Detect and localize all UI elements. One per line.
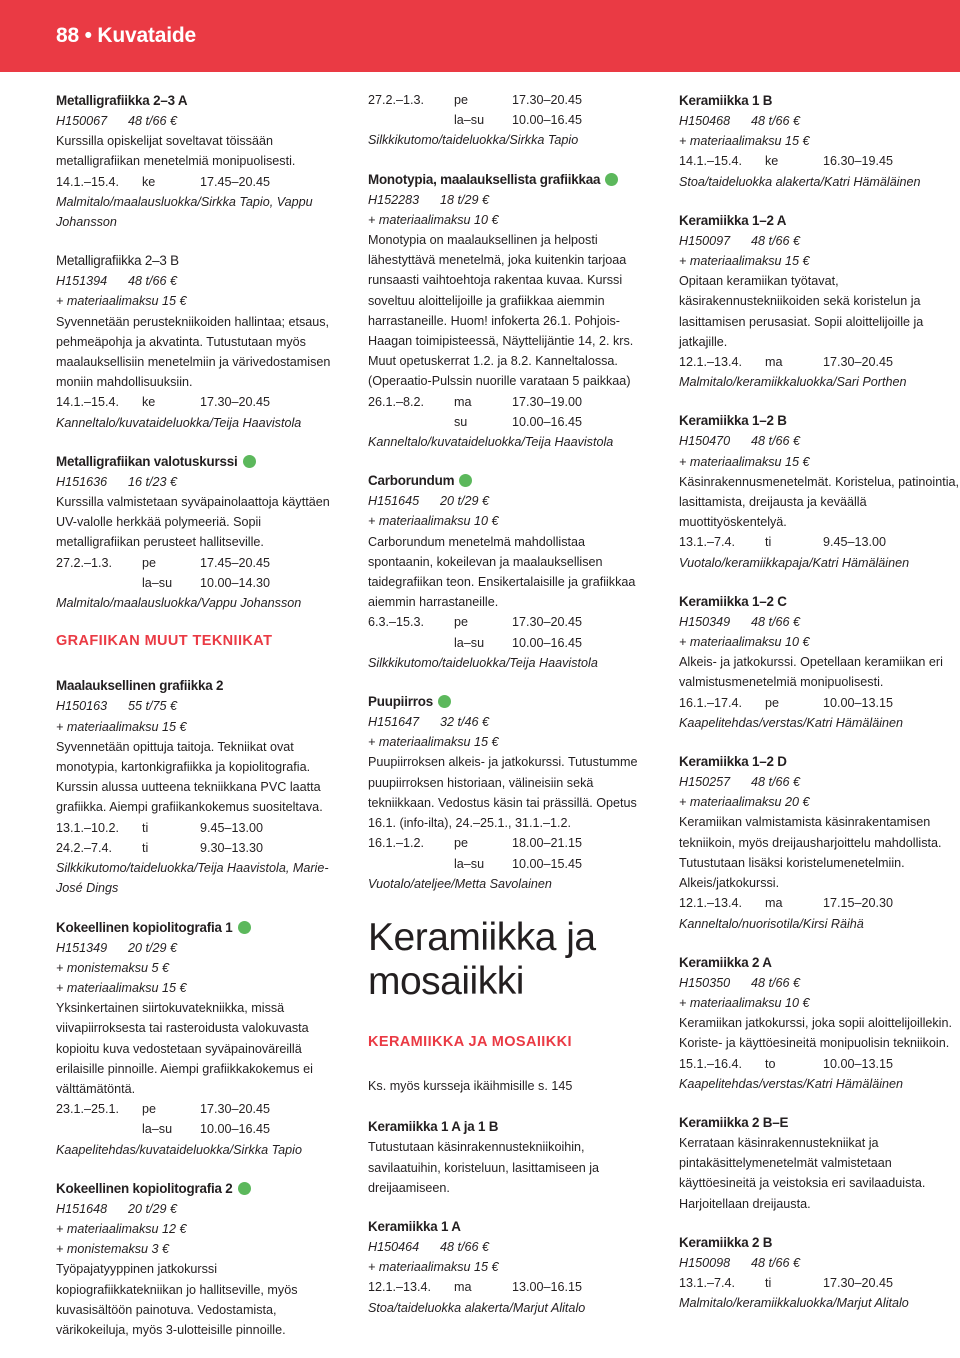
course-description: Puupiirroksen alkeis- ja jatkokurssi. Tutustumme puupiirroksen historiaan, välineisiin sekä tekniikkaan. Vedostus käsin tai prässillä. Opetus 16.1. (info-ilta), 24.–25.1., 31.1.–1.2. — [368, 755, 638, 831]
schedule-time: 17.30–20.45 — [512, 615, 583, 630]
schedule-dates: 16.1.–17.4. — [679, 695, 743, 710]
extra-fee: + materiaalimaksu 15 € — [679, 454, 810, 469]
course-title — [368, 470, 651, 491]
schedule-row — [679, 532, 960, 552]
course-code-row — [56, 1199, 339, 1219]
course-entry — [679, 90, 960, 192]
schedule-time: 10.00–16.45 — [512, 113, 583, 128]
schedule-time: 9.30–13.30 — [200, 840, 264, 855]
schedule-dates: 12.1.–13.4. — [368, 1280, 432, 1295]
course-title — [56, 90, 339, 111]
schedule-day: pe — [765, 695, 780, 710]
schedule-row — [56, 838, 339, 858]
course-venue: Malmitalo/keramiikkaluokka/Marjut Alitalo — [679, 1296, 909, 1311]
course-venue: Kanneltalo/nuorisotila/Kirsi Räihä — [679, 916, 864, 931]
schedule-row — [368, 833, 651, 853]
course-fee: 20 t/29 € — [128, 940, 178, 955]
extra-fee: + materiaalimaksu 10 € — [679, 635, 810, 650]
course-fee: 48 t/66 € — [751, 614, 801, 629]
schedule-dates: 16.1.–1.2. — [368, 836, 425, 851]
course-entry — [679, 410, 960, 572]
schedule-row — [679, 151, 960, 171]
course-title — [679, 410, 960, 431]
course-code: H150468 — [679, 114, 731, 128]
schedule-dates: 15.1.–16.4. — [679, 1056, 743, 1071]
schedule-time: 13.00–16.15 — [512, 1280, 583, 1295]
schedule-day: ma — [765, 355, 783, 370]
beginner-dot-icon — [438, 695, 451, 708]
course-fee: 16 t/23 € — [128, 474, 178, 489]
schedule-day: la–su — [454, 856, 485, 871]
course-title-text: Keramiikka 2 B–E — [679, 1114, 789, 1130]
course-code-row — [56, 271, 339, 291]
course-entry — [56, 451, 339, 613]
course-code: H150257 — [679, 775, 731, 790]
schedule-dates: 27.2.–1.3. — [368, 93, 425, 107]
schedule-dates: 13.1.–7.4. — [679, 535, 736, 550]
schedule-time: 10.00–16.45 — [512, 414, 583, 429]
course-fee: 48 t/66 € — [751, 233, 801, 248]
course-code: H151394 — [56, 274, 108, 289]
extra-fee: + materiaalimaksu 15 € — [368, 1260, 499, 1275]
course-description: Monotypia on maalauksellinen ja helposti lähestyttävä menetelmä, joka kuitenkin tarjoaa runsaasti vaihtoehtoja rakentaa kuvaa. Kurssi soveltuu aloittelijoille ja grafiikkaa aiemmin harrastaneille. Huom! infokerta 26.1. Pohjois-Haagan toimipisteessä, Näyttelijäntie 14, 2. krs. Muut opetuskerrat 1.2. ja 8.2. Kanneltalossa. (Operaatio-Pulssin nuorille varataan 5 paikkaa) — [368, 233, 634, 389]
schedule-row — [56, 818, 339, 838]
course-title — [679, 952, 960, 973]
course-title — [368, 1216, 651, 1237]
schedule-row — [56, 573, 339, 593]
course-title — [679, 90, 960, 111]
extra-fee: + materiaalimaksu 15 € — [56, 294, 187, 309]
schedule-row — [368, 1277, 651, 1297]
schedule-row — [679, 893, 960, 913]
extra-fee: + monistemaksu 5 € — [56, 960, 170, 975]
schedule-dates: 12.1.–13.4. — [679, 896, 743, 911]
course-title — [56, 917, 339, 938]
course-code: H150097 — [679, 233, 731, 248]
course-entry — [56, 250, 339, 433]
course-fee: 20 t/29 € — [440, 494, 490, 509]
extra-fee: + materiaalimaksu 15 € — [56, 980, 187, 995]
course-title-text: Keramiikka 1 A ja 1 B — [368, 1119, 499, 1135]
course-code: H150470 — [679, 434, 731, 449]
extra-fee: + materiaalimaksu 15 € — [56, 719, 187, 734]
schedule-row — [368, 392, 651, 412]
schedule-row — [56, 172, 339, 192]
schedule-day: pe — [142, 1102, 157, 1117]
schedule-row — [368, 412, 651, 432]
course-code-row — [368, 491, 651, 511]
schedule-time: 10.00–13.15 — [823, 1056, 894, 1071]
schedule-row — [679, 352, 960, 372]
section-heading: GRAFIIKAN MUUT TEKNIIKAT — [56, 633, 273, 650]
course-title-text: Metalligrafiikka 2–3 A — [56, 93, 188, 108]
course-venue: Stoa/taideluokka alakerta/Katri Hämäläinen — [679, 174, 921, 189]
beginner-dot-icon — [605, 173, 618, 186]
course-code: H152283 — [368, 192, 420, 207]
course-code: H150098 — [679, 1255, 731, 1270]
course-title — [56, 451, 339, 472]
schedule-day: pe — [454, 836, 469, 851]
course-title-text: Kokeellinen kopiolitografia 2 — [56, 1180, 233, 1196]
course-code: H150349 — [679, 614, 731, 629]
course-title — [679, 1112, 960, 1133]
extra-fee: + materiaalimaksu 10 € — [368, 212, 499, 227]
schedule-row — [679, 1273, 960, 1293]
course-code: H150163 — [56, 699, 108, 714]
course-title-text: Metalligrafiikan valotuskurssi — [56, 453, 238, 469]
schedule-day: ke — [142, 395, 156, 410]
course-title-text: Maalauksellinen grafiikka 2 — [56, 678, 224, 694]
course-entry — [368, 691, 651, 894]
schedule-time: 10.00–13.15 — [823, 695, 894, 710]
course-title-text: Carborundum — [368, 473, 455, 489]
schedule-time: 17.45–20.45 — [200, 174, 271, 189]
course-code: H151349 — [56, 940, 108, 955]
course-code: H151645 — [368, 494, 420, 509]
course-entry — [56, 675, 339, 898]
course-venue: Malmitalo/keramiikkaluokka/Sari Porthen — [679, 375, 907, 390]
column-1 — [56, 90, 339, 1358]
course-venue: Kaapelitehdas/kuvataideluokka/Sirkka Tapio — [56, 1142, 302, 1157]
course-fee: 55 t/75 € — [128, 699, 178, 714]
course-title — [679, 751, 960, 772]
page-header-bar — [0, 0, 960, 72]
schedule-dates: 13.1.–7.4. — [679, 1275, 736, 1290]
course-description: Syvennetään perustekniikoiden hallintaa; etsaus, pehmeäpohja ja akvatinta. Tutustutaan myös maalauksellisiin menetelmiin ja värivedostamisen moniin mahdollisuuksiin. — [56, 314, 331, 390]
course-code-row — [56, 111, 339, 131]
course-venue: Silkkikutomo/taideluokka/Teija Haavistola, Marie-José Dings — [56, 861, 329, 896]
course-code: H151636 — [56, 474, 108, 489]
schedule-day: la–su — [454, 113, 485, 128]
course-entry — [368, 470, 651, 673]
course-venue: Kanneltalo/kuvataideluokka/Teija Haavistola — [56, 415, 302, 430]
beginner-dot-icon — [238, 1182, 251, 1195]
cross-reference-note: Ks. myös kursseja ikäihmisille s. 145 — [368, 1079, 573, 1094]
course-title — [56, 250, 339, 271]
schedule-dates — [368, 110, 454, 130]
course-title-text: Keramiikka 1–2 B — [679, 413, 787, 429]
course-title-text: Keramiikka 2 B — [679, 1234, 773, 1250]
course-code: H151647 — [368, 715, 420, 730]
course-entry — [679, 1232, 960, 1314]
course-title — [679, 1232, 960, 1253]
schedule-row — [368, 854, 651, 874]
schedule-dates: 12.1.–13.4. — [679, 355, 743, 370]
schedule-dates — [368, 633, 454, 653]
schedule-dates: 26.1.–8.2. — [368, 394, 425, 409]
course-entry — [368, 1216, 651, 1318]
course-venue: Silkkikutomo/taideluokka/Sirkka Tapio — [368, 133, 579, 148]
schedule-row — [368, 110, 651, 130]
course-code: H150464 — [368, 1239, 420, 1254]
course-fee: 48 t/66 € — [751, 1255, 801, 1270]
course-venue: Kaapelitehdas/verstas/Katri Hämäläinen — [679, 715, 904, 730]
course-entry — [679, 751, 960, 934]
course-description: Kurssilla opiskelijat soveltavat töissään metalligrafiikan menetelmiä monipuolisesti. — [56, 134, 296, 169]
course-venue: Silkkikutomo/taideluokka/Teija Haavistola — [368, 655, 598, 670]
course-entry — [368, 1116, 651, 1198]
schedule-day: su — [454, 414, 468, 429]
course-entry — [56, 90, 339, 232]
course-title-text: Keramiikka 1–2 C — [679, 593, 787, 609]
course-code-row — [679, 431, 960, 451]
schedule-time: 17.30–20.45 — [512, 93, 583, 107]
schedule-time: 16.30–19.45 — [823, 154, 894, 169]
schedule-time: 17.30–19.00 — [512, 394, 583, 409]
course-description: Kerrataan käsinrakennustekniikat ja pintakäsittelymenetelmät valmistetaan käyttöesineitä ja veistoksia eri savilaaduista. Harjoitellaan dreijausta. — [679, 1135, 926, 1211]
schedule-time: 9.45–13.00 — [200, 820, 264, 835]
schedule-time: 17.30–20.45 — [200, 395, 271, 410]
course-entry — [368, 169, 651, 453]
schedule-day: la–su — [142, 1122, 173, 1137]
extra-fee: + materiaalimaksu 10 € — [679, 995, 810, 1010]
course-description: Opitaan keramiikan työtavat, käsirakennustekniikoiden sekä koristelun ja lasittamisen perusasiat. Sopii aloittelijoille ja jatkajille. — [679, 274, 924, 349]
course-title — [679, 591, 960, 612]
beginner-dot-icon — [238, 921, 251, 934]
course-entry — [368, 90, 651, 151]
course-venue: Vuotalo/ateljee/Metta Savolainen — [368, 876, 552, 891]
course-code-row — [368, 1237, 651, 1257]
course-title — [368, 1116, 651, 1137]
course-title-text: Keramiikka 1–2 D — [679, 754, 787, 770]
extra-fee: + monistemaksu 3 € — [56, 1242, 170, 1257]
course-venue: Malmitalo/maalausluokka/Vappu Johansson — [56, 596, 302, 611]
course-title-text: Keramiikka 1–2 A — [679, 212, 787, 228]
course-code-row — [679, 973, 960, 993]
schedule-time: 10.00–16.45 — [200, 1122, 271, 1137]
course-description: Keramiikan valmistamista käsinrakentamisen tekniikoin, myös dreijausharjoittelu mahdollista. Tutustutaan lisäksi koristelumenetelmiin. Alkeis/jatkokurssi. — [679, 815, 942, 891]
course-title-text: Monotypia, maalauksellista grafiikkaa — [368, 171, 601, 187]
schedule-day: pe — [454, 93, 469, 107]
course-fee: 48 t/66 € — [751, 975, 801, 990]
course-entry — [56, 1178, 339, 1340]
course-code-row — [56, 938, 339, 958]
course-code-row — [679, 1253, 960, 1273]
course-title — [679, 210, 960, 231]
schedule-day: ma — [765, 896, 783, 911]
course-title-text: Keramiikka 2 A — [679, 954, 772, 970]
course-title-text: Keramiikka 1 B — [679, 93, 773, 108]
course-venue: Kanneltalo/kuvataideluokka/Teija Haavistola — [368, 435, 614, 450]
course-fee: 18 t/29 € — [440, 192, 490, 207]
course-title — [56, 675, 339, 696]
course-title-text: Puupiirros — [368, 694, 433, 710]
extra-fee: + materiaalimaksu 10 € — [368, 514, 499, 529]
course-description: Käsinrakennusmenetelmät. Koristelua, patinointia, lasittamista, dreijausta ja keväällä muottityöskentelyä. — [679, 474, 960, 530]
schedule-dates: 23.1.–25.1. — [56, 1102, 120, 1117]
schedule-row — [56, 1119, 339, 1139]
course-code: H151648 — [56, 1201, 108, 1216]
beginner-dot-icon — [459, 474, 472, 487]
course-description: Kurssilla valmistetaan syväpainolaattoja käyttäen UV-valolle herkkää polymeeriä. Sopii metalligrafiikan perusteet hallitseville. — [56, 495, 330, 550]
course-code-row — [368, 712, 651, 732]
schedule-day: ma — [454, 394, 472, 409]
schedule-time: 17.30–20.45 — [823, 355, 894, 370]
course-code-row — [368, 190, 651, 210]
schedule-dates: 14.1.–15.4. — [56, 174, 120, 189]
course-fee: 48 t/66 € — [751, 114, 801, 128]
schedule-day: ti — [142, 820, 149, 835]
schedule-dates — [368, 412, 454, 432]
course-title — [56, 1178, 339, 1199]
course-title-text: Kokeellinen kopiolitografia 1 — [56, 919, 233, 935]
course-entry — [679, 210, 960, 393]
extra-fee: + materiaalimaksu 12 € — [56, 1221, 187, 1236]
beginner-dot-icon — [243, 455, 256, 468]
schedule-dates: 27.2.–1.3. — [56, 555, 113, 570]
course-description: Työpajatyyppinen jatkokurssi kopiografiikkatekniikan jo hallitseville, myös kuvasisältöön painotuva. Vedostamista, värikokeiluja, myös 3-ulotteisille pinnoille. — [56, 1262, 298, 1337]
course-title — [368, 169, 651, 190]
course-fee: 48 t/66 € — [128, 274, 178, 289]
schedule-day: la–su — [142, 575, 173, 590]
schedule-day: pe — [454, 615, 469, 630]
schedule-row — [679, 1054, 960, 1074]
course-fee: 48 t/66 € — [751, 434, 801, 449]
course-code: H150350 — [679, 975, 731, 990]
schedule-row — [56, 1099, 339, 1119]
course-code-row — [679, 772, 960, 792]
course-code-row — [679, 111, 960, 131]
schedule-dates — [56, 573, 142, 593]
course-venue: Kaapelitehdas/verstas/Katri Hämäläinen — [679, 1076, 904, 1091]
extra-fee: + materiaalimaksu 15 € — [368, 735, 499, 750]
course-fee: 48 t/66 € — [440, 1239, 490, 1254]
schedule-time: 10.00–15.45 — [512, 856, 583, 871]
course-description: Syvennetään opittuja taitoja. Tekniikat ovat monotypia, kartonkigrafiikka ja kopiolitografia. Kurssin alussa uutteena tekniikkana PVC laatta grafiikka. Aiempi grafiikankokemus suositeltava. — [56, 739, 323, 815]
schedule-dates: 14.1.–15.4. — [679, 154, 743, 169]
schedule-time: 10.00–14.30 — [200, 575, 271, 590]
schedule-day: ti — [765, 535, 772, 550]
extra-fee: + materiaalimaksu 20 € — [679, 795, 810, 810]
schedule-time: 17.15–20.30 — [823, 896, 894, 911]
schedule-dates — [56, 1119, 142, 1139]
course-title-text: Keramiikka 1 A — [368, 1218, 461, 1234]
schedule-time: 17.45–20.45 — [200, 555, 271, 570]
course-description: Yksinkertainen siirtokuvatekniikka, missä viivapiirroksesta tai rasteroidusta valokuvasta kopioitu kuva vedostetaan syväpainoväreillä erilaisille pinnoille. Aiempi grafiikkakokemus ei välttämätöntä. — [56, 1001, 313, 1096]
course-code-row — [56, 472, 339, 492]
section-heading: KERAMIIKKA JA MOSAIIKKI — [368, 1033, 572, 1050]
schedule-row — [368, 90, 651, 110]
chapter-heading: Keramiikka ja mosaiikki — [368, 915, 596, 1003]
schedule-time: 10.00–16.45 — [512, 635, 583, 650]
schedule-day: ke — [142, 174, 156, 189]
schedule-dates: 24.2.–7.4. — [56, 840, 113, 855]
schedule-dates: 13.1.–10.2. — [56, 820, 120, 835]
course-venue: Vuotalo/keramiikkapaja/Katri Hämäläinen — [679, 555, 910, 570]
course-code: H150067 — [56, 114, 108, 128]
page-header-title: 88 • Kuvataide — [56, 24, 196, 47]
schedule-time: 17.30–20.45 — [823, 1275, 894, 1290]
course-fee: 48 t/66 € — [751, 775, 801, 790]
course-fee: 48 t/66 € — [128, 114, 178, 128]
column-2 — [368, 90, 651, 1336]
column-3 — [679, 90, 960, 1331]
schedule-day: ke — [765, 154, 779, 169]
schedule-day: ti — [765, 1275, 772, 1290]
course-entry — [679, 952, 960, 1094]
course-code-row — [56, 696, 339, 716]
course-venue: Malmitalo/maalausluokka/Sirkka Tapio, Vappu Johansson — [56, 194, 313, 230]
schedule-time: 9.45–13.00 — [823, 535, 887, 550]
schedule-row — [679, 693, 960, 713]
schedule-time: 18.00–21.15 — [512, 836, 583, 851]
course-description: Tutustutaan käsinrakennustekniikoihin, savilaatuihin, koristeluun, lasittamiseen ja dreijaamiseen. — [368, 1140, 600, 1195]
course-entry — [679, 1112, 960, 1214]
extra-fee: + materiaalimaksu 15 € — [679, 254, 810, 269]
extra-fee: + materiaalimaksu 15 € — [679, 134, 810, 149]
course-venue: Stoa/taideluokka alakerta/Marjut Alitalo — [368, 1300, 586, 1315]
course-description: Keramiikan jatkokurssi, joka sopii aloittelijoillekin. Koriste- ja käyttöesineitä monipuolisin tekniikoin. — [679, 1016, 952, 1051]
course-fee: 32 t/46 € — [440, 715, 490, 730]
schedule-row — [56, 392, 339, 412]
course-entry — [679, 591, 960, 733]
schedule-day: ma — [454, 1280, 472, 1295]
course-title — [368, 691, 651, 712]
course-code-row — [679, 612, 960, 632]
course-code-row — [679, 231, 960, 251]
schedule-day: pe — [142, 555, 157, 570]
schedule-row — [368, 612, 651, 632]
course-description: Carborundum menetelmä mahdollistaa spontaanin, kokeilevan ja maalauksellisen taidegrafiikan teon. Ensikertalaisille ja grafiikkaa aiemmin harrastaneille. — [368, 534, 636, 610]
schedule-dates — [368, 854, 454, 874]
course-entry — [56, 917, 339, 1160]
course-title-text: Metalligrafiikka 2–3 B — [56, 253, 179, 269]
course-fee: 20 t/29 € — [128, 1201, 178, 1216]
schedule-day: to — [765, 1056, 776, 1071]
schedule-dates: 6.3.–15.3. — [368, 615, 425, 630]
course-description: Alkeis- ja jatkokurssi. Opetellaan keramiikan eri valmistusmenetelmiä monipuolisesti. — [679, 655, 943, 690]
schedule-day: la–su — [454, 635, 485, 650]
schedule-time: 17.30–20.45 — [200, 1102, 271, 1117]
schedule-row — [368, 633, 651, 653]
schedule-row — [56, 553, 339, 573]
schedule-day: ti — [142, 840, 149, 855]
schedule-dates: 14.1.–15.4. — [56, 395, 120, 410]
